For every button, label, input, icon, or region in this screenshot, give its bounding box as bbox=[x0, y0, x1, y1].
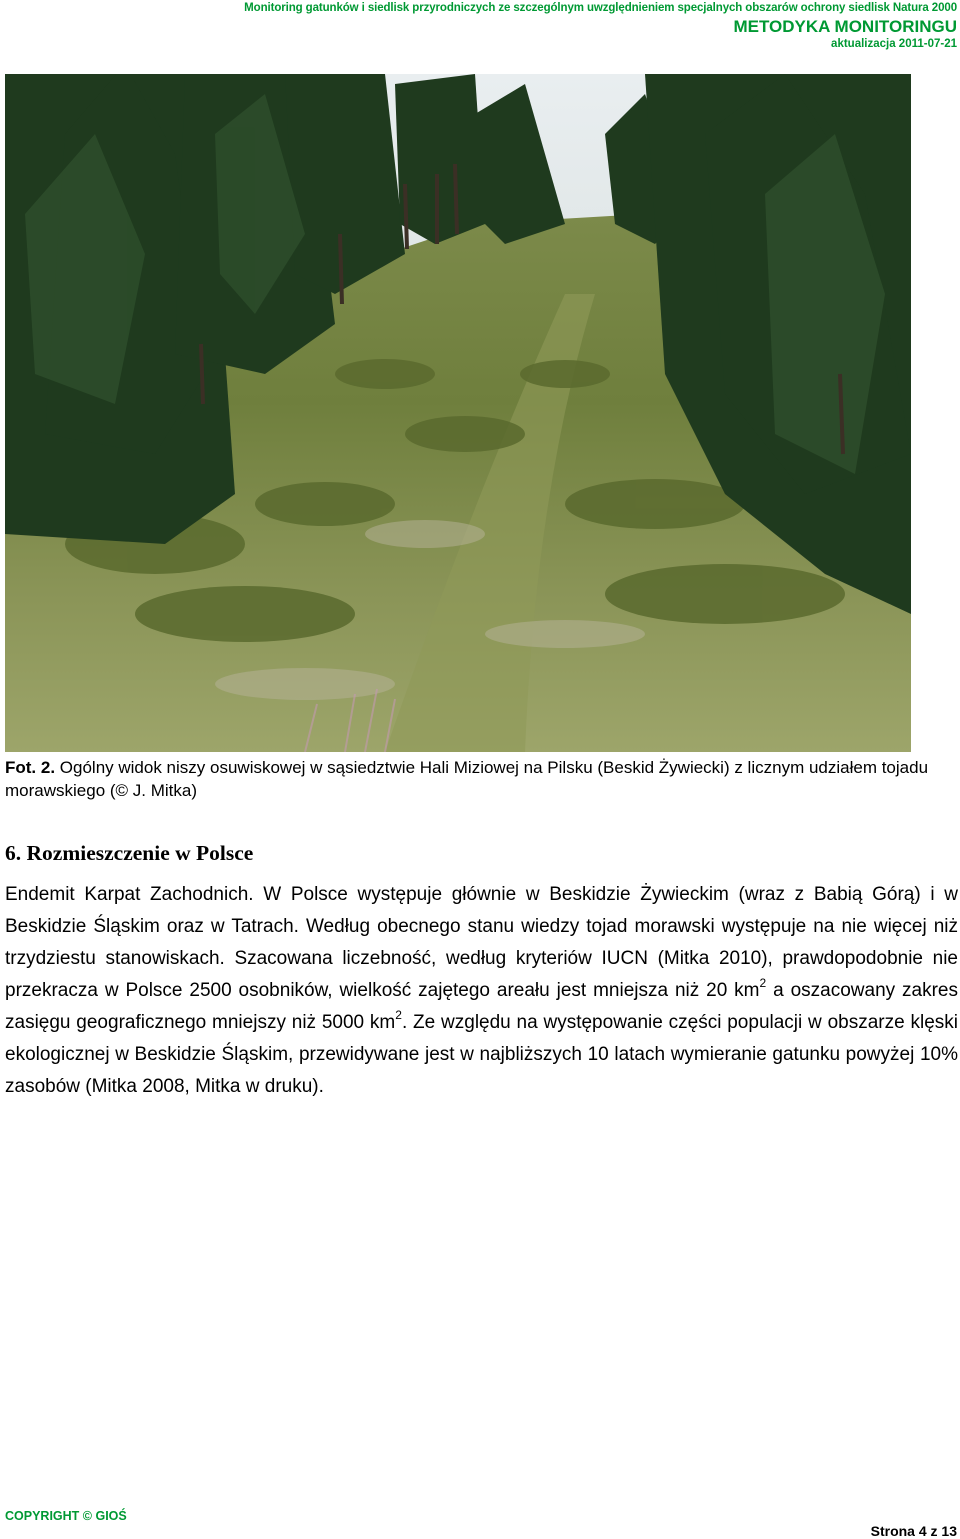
header-update-date: aktualizacja 2011-07-21 bbox=[831, 38, 957, 50]
footer-copyright: COPYRIGHT © GIOŚ bbox=[5, 1509, 127, 1523]
caption-label: Fot. 2. bbox=[5, 758, 56, 777]
paragraph-part-3: . Ze względu na występowanie części populacji w obszarze klęski ekologicznej w Beskidzie Śląskim, przewidywane jest w najbliższych 10 latach wymieranie gatunku powyżej 10% zasobów (Mitka 2008, Mitka w druku). bbox=[5, 1012, 958, 1097]
header-series-title: Monitoring gatunków i siedlisk przyrodniczych ze szczególnym uwzględnieniem specjalnych obszarów ochrony siedlisk Natura 2000 bbox=[244, 2, 957, 14]
footer-page-number: Strona 4 z 13 bbox=[870, 1523, 957, 1539]
photo-caption bbox=[5, 756, 955, 802]
section-paragraph bbox=[5, 879, 958, 1103]
superscript-2-range: 2 bbox=[395, 1007, 402, 1022]
paragraph-part-2: a oszacowany zakres zasięgu geograficznego mniejszy niż 5000 km bbox=[5, 980, 958, 1033]
section-heading: 6. Rozmieszczenie w Polsce bbox=[5, 841, 254, 865]
landslide-niche-photo bbox=[5, 74, 911, 752]
caption-text: Ogólny widok niszy osuwiskowej w sąsiedztwie Hali Miziowej na Pilsku (Beskid Żywiecki) z licznym udziałem tojadu morawskiego (© J. Mitka) bbox=[5, 758, 929, 800]
paragraph-part-1: Endemit Karpat Zachodnich. W Polsce występuje głównie w Beskidzie Żywieckim (wraz z Babią Górą) i w Beskidzie Śląskim oraz w Tatrach. Według obecnego stanu wiedzy tojad morawski występuje na nie więcej niż trzydziestu stanowiskach. Szacowana liczebność, według kryteriów IUCN (Mitka 2010), prawdopodobnie nie przekracza w Polsce 2500 osobników, wielkość zajętego areału jest mniejsza niż 20 km bbox=[5, 884, 958, 1001]
superscript-2-area: 2 bbox=[759, 975, 767, 990]
header-document-title: METODYKA MONITORINGU bbox=[733, 17, 957, 36]
